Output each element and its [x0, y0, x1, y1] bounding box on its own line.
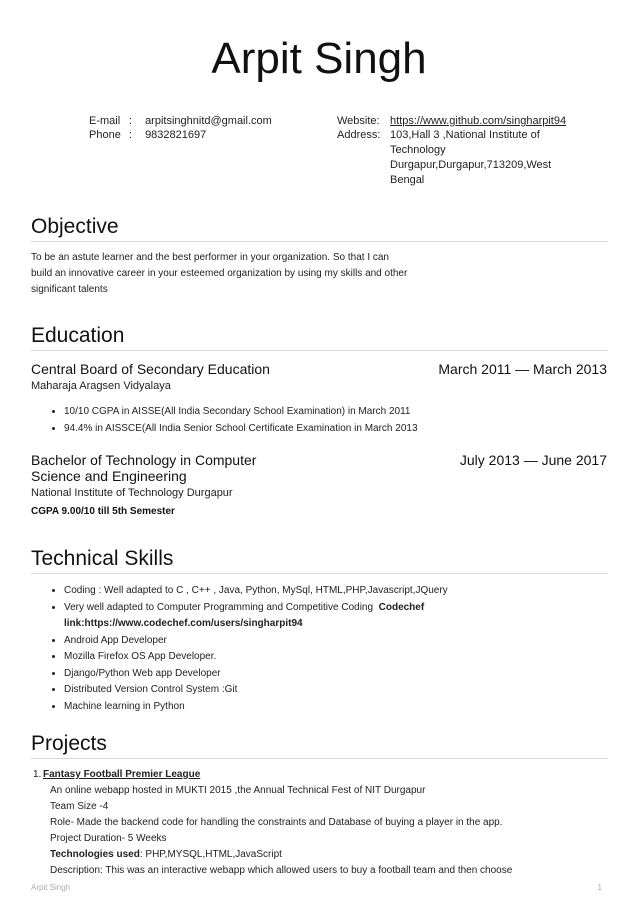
page-number: 1	[597, 883, 602, 892]
list-item: • Coding : Well adapted to C , C++ , Java, Python, MySql, HTML,PHP,Javascript,JQuery	[64, 583, 448, 600]
email-row	[89, 114, 272, 129]
project-role: Role- Made the backend code for handling the constraints and Database of buying a player in the app.	[50, 817, 503, 828]
phone-value: 9832821697	[145, 129, 207, 141]
education-title	[31, 452, 256, 484]
phone-separator: :	[129, 129, 133, 141]
education-institution: National Institute of Technology Durgapur	[31, 487, 233, 499]
objective-heading: Objective	[31, 214, 608, 242]
codechef-label: Codechef	[378, 601, 425, 613]
skill-text: Very well adapted to Computer Programming and Competitive Coding	[64, 601, 374, 613]
education-title-line: Bachelor of Technology in Computer	[31, 452, 257, 468]
project-title: Fantasy Football Premier League	[43, 769, 201, 780]
address-label: Address:	[337, 129, 381, 141]
projects-heading: Projects	[31, 731, 608, 759]
objective-line: To be an astute learner and the best performer in your organization. So that I can	[31, 252, 389, 263]
project-number: 1.	[33, 769, 42, 780]
phone-row	[89, 128, 206, 143]
objective-text	[31, 250, 451, 298]
project-team: Team Size -4	[50, 801, 109, 812]
footer-name: Arpit Singh	[31, 883, 71, 892]
website-label: Website:	[337, 115, 380, 127]
project-item	[33, 767, 593, 879]
list-item: • 10/10 CGPA in AISSE(All India Secondary School Examination) in March 2011	[64, 404, 418, 421]
phone-label: Phone	[89, 129, 121, 141]
education-date: March 2011 — March 2013	[438, 361, 607, 377]
objective-line: significant talents	[31, 284, 108, 295]
skills-heading: Technical Skills	[31, 546, 608, 574]
education-note: CGPA 9.00/10 till 5th Semester	[31, 506, 175, 517]
project-tech-value: : PHP,MYSQL,HTML,JavaScript	[139, 849, 282, 860]
address-line: 103,Hall 3 ,National Institute of	[390, 129, 540, 141]
education-title-line: Science and Engineering	[31, 468, 187, 484]
project-description: An online webapp hosted in MUKTI 2015 ,the Annual Technical Fest of NIT Durgapur	[50, 785, 426, 796]
address-line: Durgapur,Durgapur,713209,West	[390, 159, 552, 171]
address-line: Technology	[390, 144, 446, 156]
project-description-2: Description: This was an interactive webapp which allowed users to buy a football team and then choose	[50, 865, 513, 876]
list-item	[64, 600, 448, 633]
email-value[interactable]: arpitsinghnitd@gmail.com	[145, 115, 272, 127]
objective-line: build an innovative career in your esteemed organization by using my skills and other	[31, 268, 408, 279]
education-bullets	[48, 404, 418, 437]
email-label: E-mail	[89, 115, 121, 127]
list-item: • Mozilla Firefox OS App Developer.	[64, 649, 448, 666]
list-item: • 94.4% in AISSCE(All India Senior School Certificate Examination in March 2013	[64, 421, 418, 438]
list-item: • Distributed Version Control System :Git	[64, 682, 448, 699]
page-title: Arpit Singh	[211, 34, 427, 83]
project-tech-label: Technologies used	[50, 849, 140, 860]
list-item: • Machine learning in Python	[64, 699, 448, 716]
skills-list	[48, 583, 448, 715]
email-separator: :	[129, 115, 133, 127]
project-title-row	[33, 767, 593, 783]
project-duration: Project Duration- 5 Weeks	[50, 833, 167, 844]
address-value	[390, 128, 551, 188]
project-tech	[33, 847, 593, 863]
education-title: Central Board of Secondary Education	[31, 361, 270, 377]
list-item: • Android App Developer	[64, 633, 448, 650]
education-institution: Maharaja Aragsen Vidyalaya	[31, 380, 171, 392]
list-item: • Django/Python Web app Developer	[64, 666, 448, 683]
education-date: July 2013 — June 2017	[459, 452, 607, 468]
education-heading: Education	[31, 323, 608, 351]
address-line: Bengal	[390, 174, 425, 186]
codechef-link[interactable]: link:https://www.codechef.com/users/singharpit94	[64, 618, 303, 629]
website-link[interactable]: https://www.github.com/singharpit94	[390, 115, 567, 127]
